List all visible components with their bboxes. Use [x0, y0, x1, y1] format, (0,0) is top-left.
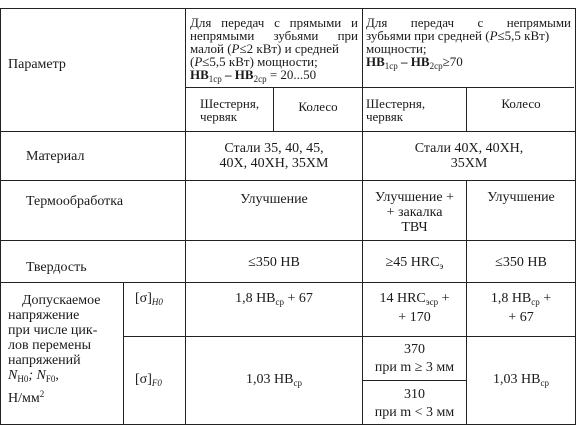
allow-f-g2-wheel: 1,03 $HB_{ср}$ — [493, 372, 549, 388]
allow-label: Допускаемое напряжение при числе цик- лов перемены напряжений $N_{H0}$; $N_{F0}$, $Н/мм^2$ — [8, 293, 101, 406]
rule-heat-bottom — [0, 240, 576, 241]
material-g2: Стали 40X, 40XH, 35XM — [414, 141, 524, 171]
rule-left — [0, 8, 1, 425]
sigma-f-label: $[\sigma]_{F0}$ — [135, 372, 162, 388]
allow-h-g2-wheel: 1,8 $HB_{ср}$ + + 67 — [490, 291, 552, 325]
material-label: Материал — [26, 149, 85, 164]
rule-material-bottom — [0, 180, 576, 181]
g2-line3: мощности; — [366, 41, 427, 56]
allow-h-g1: 1,8 $HB_{ср} + 67$ — [235, 291, 313, 307]
g2-wheel: Колесо — [501, 96, 541, 111]
rule-sigma-split — [123, 336, 575, 337]
g1-line4: (P≤5,5 кВт) мощности; — [190, 54, 318, 69]
g1-line5: $HB_{1ср} - HB_{2ср} = 20...50$ — [190, 67, 317, 84]
material-g1: Стали 35, 40, 45, 40X, 40XH, 35XM — [219, 141, 329, 171]
hard-g2-gear: ≥45 $HRC_э$ — [385, 255, 444, 271]
g1-wheel: Колесо — [298, 99, 338, 114]
rule-header-mid — [185, 87, 574, 88]
allow-f-g2-gear-top: 370 при m ≥ 3 мм — [374, 342, 455, 375]
g1-line1: Для передач с прямыми и — [190, 15, 358, 30]
g2-line1: Для передач с непрямыми — [366, 15, 571, 30]
rule-top — [0, 8, 576, 9]
g1-line2: непрямыми зубьями при — [190, 28, 358, 43]
g1-line3: малой (P≤2 кВт) и средней — [190, 41, 340, 56]
heat-g2-gear: Улучшение + + закалка ТВЧ — [375, 190, 454, 235]
hard-label: Твердость — [26, 260, 87, 275]
allow-h-g2-gear: 14 $HRC_{эср}$ + + 170 — [379, 291, 450, 325]
g1-gear-worm: Шестерня, червяк — [200, 96, 260, 124]
rule-hard-bottom — [0, 282, 576, 283]
rule-header-bottom — [0, 131, 576, 132]
allow-f-g1: 1,03 $HB_{ср}$ — [246, 372, 302, 388]
g2-gear-worm: Шестерня, червяк — [366, 96, 426, 124]
rule-m-split — [362, 380, 466, 381]
heat-label: Термообработка — [26, 194, 124, 209]
sigma-h-label: $[\sigma]_{H0}$ — [135, 291, 163, 307]
allow-f-g2-gear-bottom: 310 при m < 3 мм — [374, 387, 455, 420]
header-param: Параметр — [8, 57, 66, 72]
hard-g2-wheel: ≤350 HB — [495, 255, 547, 270]
rule-sigma-col — [123, 282, 124, 425]
rule-param-col — [185, 8, 186, 425]
heat-g2-wheel: Улучшение — [487, 190, 555, 205]
g2-line2: зубьями при средней (P≤5,5 кВт) — [366, 28, 550, 43]
g2-line4: $HB_{1ср} - HB_{2ср}\ge 70$ — [366, 54, 463, 71]
hard-g1: ≤350 HB — [248, 255, 300, 270]
heat-g1: Улучшение — [240, 192, 308, 207]
